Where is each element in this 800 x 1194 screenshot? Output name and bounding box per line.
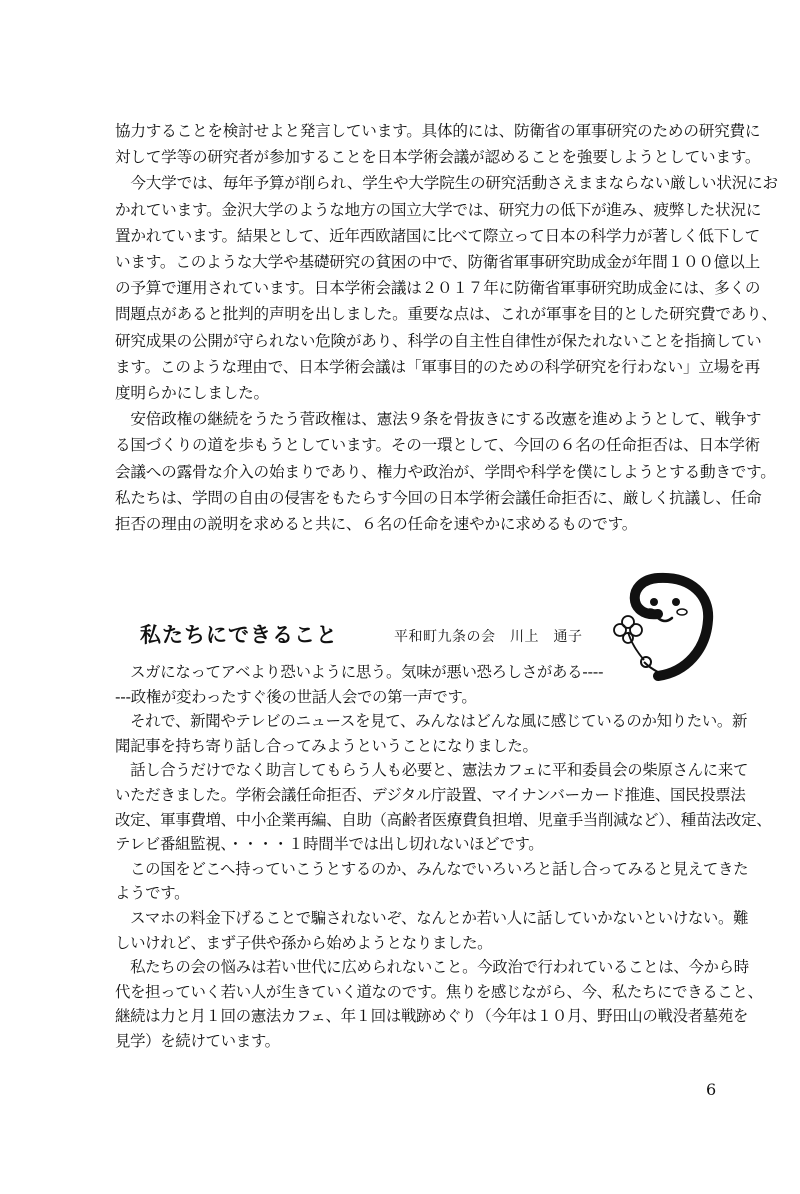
essay1-line: 置かれています。結果として、近年西欧諸国に比べて際立って日本の科学力が著しく低下して: [115, 226, 760, 245]
essay1-line: ます。このような理由で、日本学術会議は「軍事目的のための科学研究を行わない」立場を再: [115, 357, 760, 376]
essay2-line: 見学）を続けています。: [115, 1031, 280, 1050]
essay1-line: 拒否の理由の説明を求めると共に、６名の任命を速やかに求めるものです。: [115, 515, 638, 534]
essay1-line: かれています。金沢大学のような地方の国立大学では、研究力の低下が進み、疲弊した状況に: [115, 200, 762, 219]
essay1-line: 会議への露骨な介入の始まりであり、権力や政治が、学問や科学を僕にしようとする動きです。: [115, 462, 776, 481]
essay1-line: 私たちは、学問の自由の侵害をもたらす今回の日本学術会議任命拒否に、厳しく抗議し、任命: [115, 488, 762, 507]
essay2-line: 継続は力と月１回の憲法カフェ、年１回は戦跡めぐり（今年は１０月、野田山の戦没者墓苑を: [115, 1007, 749, 1026]
essay1-line: 対して学等の研究者が参加することを日本学術会議が認めることを強要しようとしています。: [115, 148, 761, 167]
essay1-line: 問題点があると批判的声明を出しました。重要な点は、これが軍事を目的とした研究費であり、: [115, 305, 777, 324]
essay2-line: スガになってアベより恐いように思う。気味が悪い恐ろしさがある----: [115, 663, 604, 681]
essay1-line: 研究成果の公開が守られない危険があり、科学の自主性自律性が保たれないことを指摘してい: [115, 331, 762, 350]
essay2-line: ようです。: [115, 884, 190, 903]
essay2-header: [140, 620, 600, 654]
essay2-line: しいけれど、まず子供や孫から始めようとなりました。: [115, 933, 493, 952]
essay2-line: いただきました。学術会議任命拒否、デジタル庁設置、マイナンバーカード推進、国民投票法: [115, 785, 746, 804]
essay2-line: 話し合うだけでなく助言してもらう人も必要と、憲法カフェに平和委員会の柴原さんに来て: [115, 761, 749, 780]
essay1-line: います。このような大学や基礎研究の貧困の中で、防衛省軍事研究助成金が年間１００億以上: [115, 253, 760, 272]
essay1-line: の予算で運用されています。日本学術会議は２０１７年に防衛省軍事研究助成金には、多くの: [115, 279, 761, 298]
essay1-line: る国づくりの道を歩もうとしています。その一環として、今回の６名の任命拒否は、日本学術: [115, 436, 760, 455]
essay2-line: 代を担っていく若い人が生きていく道なのです。焦りを感じながら、今、私たちにできること、: [115, 982, 763, 1001]
essay2-title: 私たちにできること: [140, 623, 338, 647]
essay1-line: 安倍政権の継続をうたう菅政権は、憲法９条を骨抜きにする改憲を進めようとして、戦争す: [115, 410, 762, 429]
page-number: 6: [706, 1080, 717, 1099]
essay2-line: 聞記事を持ち寄り話し合ってみようということになりました。: [115, 736, 538, 755]
essay1-line: 今大学では、毎年予算が削られ、学生や大学院生の研究活動さえままならない厳しい状況にお: [115, 174, 778, 193]
essay2-line: スマホの料金下げることで騙されないぞ、なんとか若い人に話していかないといけない。難: [115, 908, 749, 927]
essay-section-1: [115, 118, 778, 537]
essay2-line: テレビ番組監視、・・・・１時間半では出し切れないほどです。: [115, 835, 544, 854]
essay2-line: 改定、軍事費増、中小企業再編、自助（高齢者医療費負担増、児童手当削減など）、種苗法改定、: [115, 810, 772, 829]
essay1-line: 度明らかにしました。: [115, 384, 269, 403]
essay2-author: 平和町九条の会 川上 通子: [394, 629, 583, 645]
essay2-line: 私たちの会の悩みは若い世代に広められないこと。今政治で行われていることは、今から時: [115, 958, 749, 977]
essay1-line: 協力することを検討せよと発言しています。具体的には、防衛省の軍事研究のための研究費に: [115, 122, 761, 140]
essay2-line: ---政権が変わったすぐ後の世話人会での第一声です。: [115, 687, 477, 706]
essay2-line: この国をどこへ持っていこうとするのか、みんなでいろいろと話し合ってみると見えてきた: [115, 859, 749, 878]
essay2-line: それで、新聞やテレビのニュースを見て、みんなはどんな風に感じているのか知りたい。新: [115, 712, 748, 731]
essay-section-2: [115, 660, 772, 1054]
